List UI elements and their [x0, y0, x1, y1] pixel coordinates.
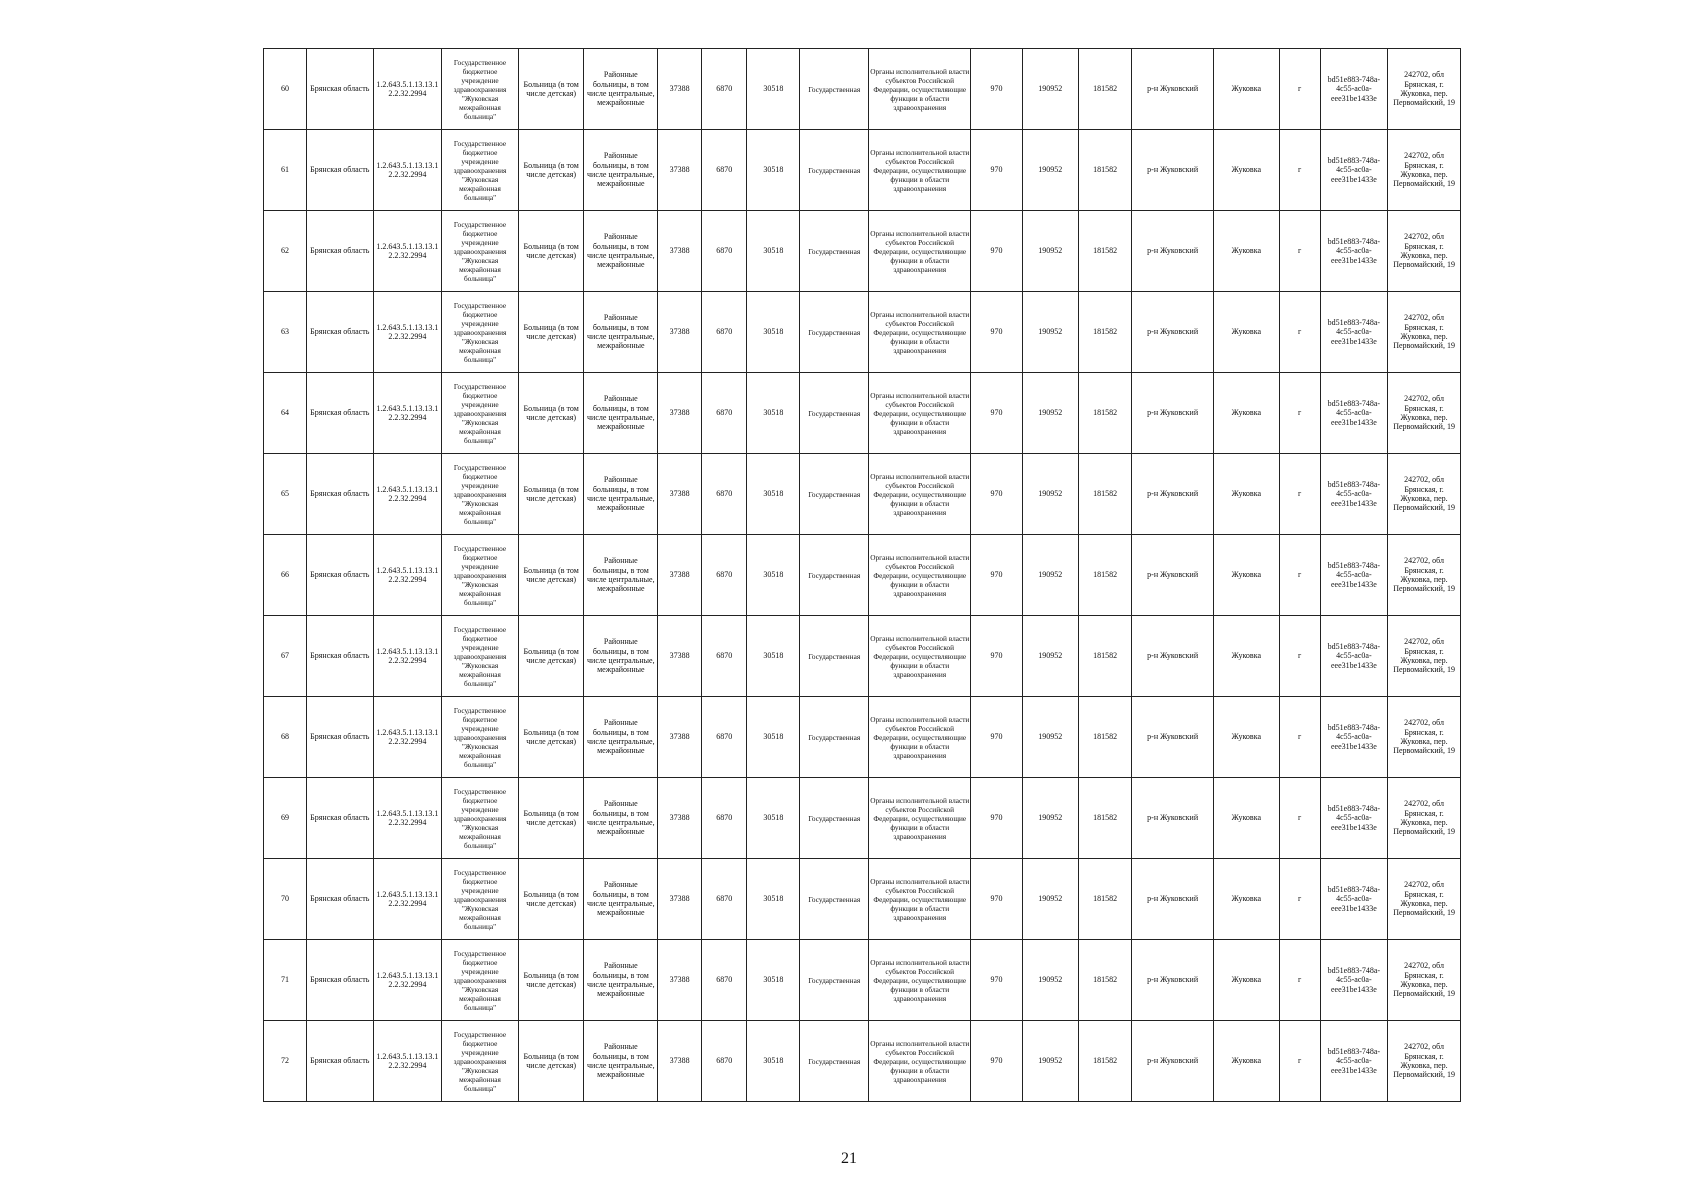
- district-cell: р-н Жуковский: [1132, 535, 1214, 616]
- table-row: [264, 859, 1461, 940]
- organization-name-cell: Государственное бюджетное учреждение здравоохранения "Жуковская межрайонная больница": [442, 373, 519, 454]
- table-row: [264, 49, 1461, 130]
- settlement-type-cell: г: [1279, 130, 1320, 211]
- value-cell: 181582: [1078, 940, 1131, 1021]
- facility-type-cell: Больница (в том числе детская): [518, 535, 584, 616]
- value-cell: 37388: [658, 616, 702, 697]
- oid-code-cell: 1.2.643.5.1.13.13.12.2.32.2994: [373, 1021, 442, 1102]
- authority-cell: Органы исполнительной власти субъектов Российской Федерации, осуществляющие функции в области здравоохранения: [869, 535, 971, 616]
- value-cell: 181582: [1078, 130, 1131, 211]
- value-cell: 181582: [1078, 49, 1131, 130]
- city-cell: Жуковка: [1214, 697, 1280, 778]
- fias-guid-cell: bd51e883-748a-4c55-ac0a-eee31be1433e: [1320, 292, 1388, 373]
- value-cell: 181582: [1078, 778, 1131, 859]
- city-cell: Жуковка: [1214, 1021, 1280, 1102]
- row-number: 65: [264, 454, 307, 535]
- facility-subtype-cell: Районные больницы, в том числе центральные, межрайонные: [584, 454, 658, 535]
- row-number: 71: [264, 940, 307, 1021]
- value-cell: 970: [971, 535, 1022, 616]
- value-cell: 30518: [747, 697, 800, 778]
- oid-code-cell: 1.2.643.5.1.13.13.12.2.32.2994: [373, 292, 442, 373]
- value-cell: 181582: [1078, 454, 1131, 535]
- district-cell: р-н Жуковский: [1132, 373, 1214, 454]
- value-cell: 190952: [1022, 49, 1078, 130]
- fias-guid-cell: bd51e883-748a-4c55-ac0a-eee31be1433e: [1320, 373, 1388, 454]
- fias-guid-cell: bd51e883-748a-4c55-ac0a-eee31be1433e: [1320, 616, 1388, 697]
- authority-cell: Органы исполнительной власти субъектов Российской Федерации, осуществляющие функции в области здравоохранения: [869, 292, 971, 373]
- table-row: [264, 373, 1461, 454]
- fias-guid-cell: bd51e883-748a-4c55-ac0a-eee31be1433e: [1320, 697, 1388, 778]
- row-number: 68: [264, 697, 307, 778]
- ownership-cell: Государственная: [800, 373, 869, 454]
- settlement-type-cell: г: [1279, 940, 1320, 1021]
- value-cell: 37388: [658, 454, 702, 535]
- value-cell: 970: [971, 859, 1022, 940]
- row-number: 62: [264, 211, 307, 292]
- authority-cell: Органы исполнительной власти субъектов Российской Федерации, осуществляющие функции в области здравоохранения: [869, 940, 971, 1021]
- value-cell: 6870: [702, 778, 747, 859]
- value-cell: 190952: [1022, 454, 1078, 535]
- address-cell: 242702, обл Брянская, г. Жуковка, пер. Первомайский, 19: [1388, 859, 1461, 940]
- region-cell: Брянская область: [307, 616, 374, 697]
- city-cell: Жуковка: [1214, 49, 1280, 130]
- value-cell: 37388: [658, 130, 702, 211]
- value-cell: 190952: [1022, 616, 1078, 697]
- value-cell: 970: [971, 1021, 1022, 1102]
- address-cell: 242702, обл Брянская, г. Жуковка, пер. Первомайский, 19: [1388, 130, 1461, 211]
- facility-type-cell: Больница (в том числе детская): [518, 49, 584, 130]
- value-cell: 6870: [702, 616, 747, 697]
- value-cell: 970: [971, 292, 1022, 373]
- page-number: 21: [841, 1150, 857, 1167]
- oid-code-cell: 1.2.643.5.1.13.13.12.2.32.2994: [373, 211, 442, 292]
- facility-type-cell: Больница (в том числе детская): [518, 211, 584, 292]
- value-cell: 37388: [658, 1021, 702, 1102]
- facility-subtype-cell: Районные больницы, в том числе центральные, межрайонные: [584, 697, 658, 778]
- row-number: 66: [264, 535, 307, 616]
- table-row: [264, 940, 1461, 1021]
- address-cell: 242702, обл Брянская, г. Жуковка, пер. Первомайский, 19: [1388, 940, 1461, 1021]
- row-number: 70: [264, 859, 307, 940]
- organization-name-cell: Государственное бюджетное учреждение здравоохранения "Жуковская межрайонная больница": [442, 535, 519, 616]
- region-cell: Брянская область: [307, 49, 374, 130]
- table-row: [264, 535, 1461, 616]
- facility-type-cell: Больница (в том числе детская): [518, 1021, 584, 1102]
- city-cell: Жуковка: [1214, 778, 1280, 859]
- facility-subtype-cell: Районные больницы, в том числе центральные, межрайонные: [584, 211, 658, 292]
- organization-name-cell: Государственное бюджетное учреждение здравоохранения "Жуковская межрайонная больница": [442, 616, 519, 697]
- value-cell: 190952: [1022, 130, 1078, 211]
- ownership-cell: Государственная: [800, 697, 869, 778]
- value-cell: 6870: [702, 130, 747, 211]
- city-cell: Жуковка: [1214, 454, 1280, 535]
- value-cell: 30518: [747, 616, 800, 697]
- value-cell: 30518: [747, 211, 800, 292]
- ownership-cell: Государственная: [800, 859, 869, 940]
- value-cell: 181582: [1078, 1021, 1131, 1102]
- fias-guid-cell: bd51e883-748a-4c55-ac0a-eee31be1433e: [1320, 940, 1388, 1021]
- district-cell: р-н Жуковский: [1132, 130, 1214, 211]
- row-number: 67: [264, 616, 307, 697]
- settlement-type-cell: г: [1279, 616, 1320, 697]
- ownership-cell: Государственная: [800, 292, 869, 373]
- ownership-cell: Государственная: [800, 778, 869, 859]
- authority-cell: Органы исполнительной власти субъектов Российской Федерации, осуществляющие функции в области здравоохранения: [869, 697, 971, 778]
- district-cell: р-н Жуковский: [1132, 859, 1214, 940]
- facility-subtype-cell: Районные больницы, в том числе центральные, межрайонные: [584, 616, 658, 697]
- value-cell: 970: [971, 454, 1022, 535]
- facility-type-cell: Больница (в том числе детская): [518, 616, 584, 697]
- value-cell: 6870: [702, 373, 747, 454]
- fias-guid-cell: bd51e883-748a-4c55-ac0a-eee31be1433e: [1320, 454, 1388, 535]
- value-cell: 37388: [658, 535, 702, 616]
- authority-cell: Органы исполнительной власти субъектов Российской Федерации, осуществляющие функции в области здравоохранения: [869, 49, 971, 130]
- fias-guid-cell: bd51e883-748a-4c55-ac0a-eee31be1433e: [1320, 211, 1388, 292]
- fias-guid-cell: bd51e883-748a-4c55-ac0a-eee31be1433e: [1320, 1021, 1388, 1102]
- settlement-type-cell: г: [1279, 49, 1320, 130]
- address-cell: 242702, обл Брянская, г. Жуковка, пер. Первомайский, 19: [1388, 535, 1461, 616]
- address-cell: 242702, обл Брянская, г. Жуковка, пер. Первомайский, 19: [1388, 616, 1461, 697]
- region-cell: Брянская область: [307, 778, 374, 859]
- region-cell: Брянская область: [307, 454, 374, 535]
- value-cell: 181582: [1078, 373, 1131, 454]
- address-cell: 242702, обл Брянская, г. Жуковка, пер. Первомайский, 19: [1388, 292, 1461, 373]
- value-cell: 970: [971, 130, 1022, 211]
- value-cell: 181582: [1078, 211, 1131, 292]
- facility-type-cell: Больница (в том числе детская): [518, 454, 584, 535]
- address-cell: 242702, обл Брянская, г. Жуковка, пер. Первомайский, 19: [1388, 373, 1461, 454]
- organization-name-cell: Государственное бюджетное учреждение здравоохранения "Жуковская межрайонная больница": [442, 1021, 519, 1102]
- value-cell: 190952: [1022, 778, 1078, 859]
- row-number: 69: [264, 778, 307, 859]
- region-cell: Брянская область: [307, 1021, 374, 1102]
- row-number: 60: [264, 49, 307, 130]
- region-cell: Брянская область: [307, 292, 374, 373]
- value-cell: 190952: [1022, 292, 1078, 373]
- oid-code-cell: 1.2.643.5.1.13.13.12.2.32.2994: [373, 454, 442, 535]
- settlement-type-cell: г: [1279, 859, 1320, 940]
- table-row: [264, 211, 1461, 292]
- facility-type-cell: Больница (в том числе детская): [518, 697, 584, 778]
- value-cell: 970: [971, 373, 1022, 454]
- value-cell: 30518: [747, 778, 800, 859]
- authority-cell: Органы исполнительной власти субъектов Российской Федерации, осуществляющие функции в области здравоохранения: [869, 454, 971, 535]
- value-cell: 970: [971, 778, 1022, 859]
- authority-cell: Органы исполнительной власти субъектов Российской Федерации, осуществляющие функции в области здравоохранения: [869, 859, 971, 940]
- facility-subtype-cell: Районные больницы, в том числе центральные, межрайонные: [584, 778, 658, 859]
- value-cell: 181582: [1078, 697, 1131, 778]
- address-cell: 242702, обл Брянская, г. Жуковка, пер. Первомайский, 19: [1388, 454, 1461, 535]
- value-cell: 37388: [658, 940, 702, 1021]
- facility-subtype-cell: Районные больницы, в том числе центральные, межрайонные: [584, 1021, 658, 1102]
- facility-subtype-cell: Районные больницы, в том числе центральные, межрайонные: [584, 292, 658, 373]
- organization-name-cell: Государственное бюджетное учреждение здравоохранения "Жуковская межрайонная больница": [442, 940, 519, 1021]
- ownership-cell: Государственная: [800, 49, 869, 130]
- oid-code-cell: 1.2.643.5.1.13.13.12.2.32.2994: [373, 535, 442, 616]
- district-cell: р-н Жуковский: [1132, 211, 1214, 292]
- fias-guid-cell: bd51e883-748a-4c55-ac0a-eee31be1433e: [1320, 859, 1388, 940]
- settlement-type-cell: г: [1279, 778, 1320, 859]
- value-cell: 30518: [747, 292, 800, 373]
- ownership-cell: Государственная: [800, 211, 869, 292]
- district-cell: р-н Жуковский: [1132, 697, 1214, 778]
- district-cell: р-н Жуковский: [1132, 292, 1214, 373]
- value-cell: 30518: [747, 1021, 800, 1102]
- facility-subtype-cell: Районные больницы, в том числе центральные, межрайонные: [584, 940, 658, 1021]
- value-cell: 6870: [702, 535, 747, 616]
- facility-subtype-cell: Районные больницы, в том числе центральные, межрайонные: [584, 373, 658, 454]
- facility-subtype-cell: Районные больницы, в том числе центральные, межрайонные: [584, 49, 658, 130]
- authority-cell: Органы исполнительной власти субъектов Российской Федерации, осуществляющие функции в области здравоохранения: [869, 778, 971, 859]
- region-cell: Брянская область: [307, 535, 374, 616]
- ownership-cell: Государственная: [800, 535, 869, 616]
- fias-guid-cell: bd51e883-748a-4c55-ac0a-eee31be1433e: [1320, 778, 1388, 859]
- value-cell: 190952: [1022, 535, 1078, 616]
- facility-subtype-cell: Районные больницы, в том числе центральные, межрайонные: [584, 535, 658, 616]
- district-cell: р-н Жуковский: [1132, 1021, 1214, 1102]
- value-cell: 30518: [747, 373, 800, 454]
- region-cell: Брянская область: [307, 940, 374, 1021]
- value-cell: 6870: [702, 859, 747, 940]
- city-cell: Жуковка: [1214, 859, 1280, 940]
- value-cell: 6870: [702, 211, 747, 292]
- value-cell: 181582: [1078, 616, 1131, 697]
- city-cell: Жуковка: [1214, 616, 1280, 697]
- ownership-cell: Государственная: [800, 940, 869, 1021]
- value-cell: 190952: [1022, 859, 1078, 940]
- ownership-cell: Государственная: [800, 1021, 869, 1102]
- ownership-cell: Государственная: [800, 616, 869, 697]
- facility-subtype-cell: Районные больницы, в том числе центральные, межрайонные: [584, 130, 658, 211]
- city-cell: Жуковка: [1214, 373, 1280, 454]
- table-row: [264, 778, 1461, 859]
- settlement-type-cell: г: [1279, 1021, 1320, 1102]
- settlement-type-cell: г: [1279, 454, 1320, 535]
- value-cell: 970: [971, 211, 1022, 292]
- value-cell: 190952: [1022, 373, 1078, 454]
- value-cell: 970: [971, 697, 1022, 778]
- row-number: 63: [264, 292, 307, 373]
- organization-name-cell: Государственное бюджетное учреждение здравоохранения "Жуковская межрайонная больница": [442, 130, 519, 211]
- organization-name-cell: Государственное бюджетное учреждение здравоохранения "Жуковская межрайонная больница": [442, 292, 519, 373]
- value-cell: 6870: [702, 697, 747, 778]
- region-cell: Брянская область: [307, 130, 374, 211]
- value-cell: 181582: [1078, 292, 1131, 373]
- value-cell: 37388: [658, 373, 702, 454]
- oid-code-cell: 1.2.643.5.1.13.13.12.2.32.2994: [373, 373, 442, 454]
- facility-type-cell: Больница (в том числе детская): [518, 292, 584, 373]
- table-row: [264, 454, 1461, 535]
- oid-code-cell: 1.2.643.5.1.13.13.12.2.32.2994: [373, 49, 442, 130]
- value-cell: 30518: [747, 859, 800, 940]
- fias-guid-cell: bd51e883-748a-4c55-ac0a-eee31be1433e: [1320, 49, 1388, 130]
- settlement-type-cell: г: [1279, 535, 1320, 616]
- table-row: [264, 292, 1461, 373]
- value-cell: 30518: [747, 940, 800, 1021]
- settlement-type-cell: г: [1279, 373, 1320, 454]
- authority-cell: Органы исполнительной власти субъектов Российской Федерации, осуществляющие функции в области здравоохранения: [869, 373, 971, 454]
- authority-cell: Органы исполнительной власти субъектов Российской Федерации, осуществляющие функции в области здравоохранения: [869, 1021, 971, 1102]
- address-cell: 242702, обл Брянская, г. Жуковка, пер. Первомайский, 19: [1388, 778, 1461, 859]
- value-cell: 181582: [1078, 535, 1131, 616]
- row-number: 72: [264, 1021, 307, 1102]
- value-cell: 30518: [747, 130, 800, 211]
- district-cell: р-н Жуковский: [1132, 940, 1214, 1021]
- city-cell: Жуковка: [1214, 292, 1280, 373]
- value-cell: 181582: [1078, 859, 1131, 940]
- authority-cell: Органы исполнительной власти субъектов Российской Федерации, осуществляющие функции в области здравоохранения: [869, 211, 971, 292]
- table-row: [264, 1021, 1461, 1102]
- settlement-type-cell: г: [1279, 292, 1320, 373]
- district-cell: р-н Жуковский: [1132, 778, 1214, 859]
- value-cell: 190952: [1022, 697, 1078, 778]
- value-cell: 6870: [702, 292, 747, 373]
- address-cell: 242702, обл Брянская, г. Жуковка, пер. Первомайский, 19: [1388, 697, 1461, 778]
- region-cell: Брянская область: [307, 859, 374, 940]
- value-cell: 37388: [658, 859, 702, 940]
- value-cell: 6870: [702, 940, 747, 1021]
- region-cell: Брянская область: [307, 697, 374, 778]
- table-row: [264, 616, 1461, 697]
- region-cell: Брянская область: [307, 211, 374, 292]
- city-cell: Жуковка: [1214, 535, 1280, 616]
- value-cell: 37388: [658, 697, 702, 778]
- fias-guid-cell: bd51e883-748a-4c55-ac0a-eee31be1433e: [1320, 130, 1388, 211]
- facility-type-cell: Больница (в том числе детская): [518, 130, 584, 211]
- value-cell: 6870: [702, 454, 747, 535]
- address-cell: 242702, обл Брянская, г. Жуковка, пер. Первомайский, 19: [1388, 211, 1461, 292]
- value-cell: 6870: [702, 49, 747, 130]
- facility-type-cell: Больница (в том числе детская): [518, 373, 584, 454]
- value-cell: 970: [971, 940, 1022, 1021]
- district-cell: р-н Жуковский: [1132, 616, 1214, 697]
- row-number: 61: [264, 130, 307, 211]
- value-cell: 190952: [1022, 940, 1078, 1021]
- value-cell: 6870: [702, 1021, 747, 1102]
- oid-code-cell: 1.2.643.5.1.13.13.12.2.32.2994: [373, 130, 442, 211]
- organization-name-cell: Государственное бюджетное учреждение здравоохранения "Жуковская межрайонная больница": [442, 454, 519, 535]
- value-cell: 190952: [1022, 211, 1078, 292]
- oid-code-cell: 1.2.643.5.1.13.13.12.2.32.2994: [373, 616, 442, 697]
- authority-cell: Органы исполнительной власти субъектов Российской Федерации, осуществляющие функции в области здравоохранения: [869, 130, 971, 211]
- authority-cell: Органы исполнительной власти субъектов Российской Федерации, осуществляющие функции в области здравоохранения: [869, 616, 971, 697]
- table-body: [264, 49, 1461, 1102]
- organization-name-cell: Государственное бюджетное учреждение здравоохранения "Жуковская межрайонная больница": [442, 211, 519, 292]
- value-cell: 30518: [747, 535, 800, 616]
- organization-name-cell: Государственное бюджетное учреждение здравоохранения "Жуковская межрайонная больница": [442, 778, 519, 859]
- settlement-type-cell: г: [1279, 697, 1320, 778]
- organization-name-cell: Государственное бюджетное учреждение здравоохранения "Жуковская межрайонная больница": [442, 859, 519, 940]
- table-row: [264, 697, 1461, 778]
- value-cell: 970: [971, 616, 1022, 697]
- value-cell: 30518: [747, 454, 800, 535]
- oid-code-cell: 1.2.643.5.1.13.13.12.2.32.2994: [373, 859, 442, 940]
- oid-code-cell: 1.2.643.5.1.13.13.12.2.32.2994: [373, 778, 442, 859]
- value-cell: 37388: [658, 292, 702, 373]
- value-cell: 37388: [658, 211, 702, 292]
- region-cell: Брянская область: [307, 373, 374, 454]
- oid-code-cell: 1.2.643.5.1.13.13.12.2.32.2994: [373, 940, 442, 1021]
- address-cell: 242702, обл Брянская, г. Жуковка, пер. Первомайский, 19: [1388, 1021, 1461, 1102]
- settlement-type-cell: г: [1279, 211, 1320, 292]
- row-number: 64: [264, 373, 307, 454]
- organization-name-cell: Государственное бюджетное учреждение здравоохранения "Жуковская межрайонная больница": [442, 697, 519, 778]
- ownership-cell: Государственная: [800, 130, 869, 211]
- fias-guid-cell: bd51e883-748a-4c55-ac0a-eee31be1433e: [1320, 535, 1388, 616]
- data-table: [263, 48, 1461, 1102]
- table-row: [264, 130, 1461, 211]
- city-cell: Жуковка: [1214, 940, 1280, 1021]
- city-cell: Жуковка: [1214, 211, 1280, 292]
- oid-code-cell: 1.2.643.5.1.13.13.12.2.32.2994: [373, 697, 442, 778]
- facility-type-cell: Больница (в том числе детская): [518, 859, 584, 940]
- district-cell: р-н Жуковский: [1132, 454, 1214, 535]
- address-cell: 242702, обл Брянская, г. Жуковка, пер. Первомайский, 19: [1388, 49, 1461, 130]
- value-cell: 190952: [1022, 1021, 1078, 1102]
- city-cell: Жуковка: [1214, 130, 1280, 211]
- ownership-cell: Государственная: [800, 454, 869, 535]
- organization-name-cell: Государственное бюджетное учреждение здравоохранения "Жуковская межрайонная больница": [442, 49, 519, 130]
- value-cell: 37388: [658, 778, 702, 859]
- value-cell: 30518: [747, 49, 800, 130]
- value-cell: 970: [971, 49, 1022, 130]
- facility-type-cell: Больница (в том числе детская): [518, 778, 584, 859]
- facility-type-cell: Больница (в том числе детская): [518, 940, 584, 1021]
- value-cell: 37388: [658, 49, 702, 130]
- district-cell: р-н Жуковский: [1132, 49, 1214, 130]
- facility-subtype-cell: Районные больницы, в том числе центральные, межрайонные: [584, 859, 658, 940]
